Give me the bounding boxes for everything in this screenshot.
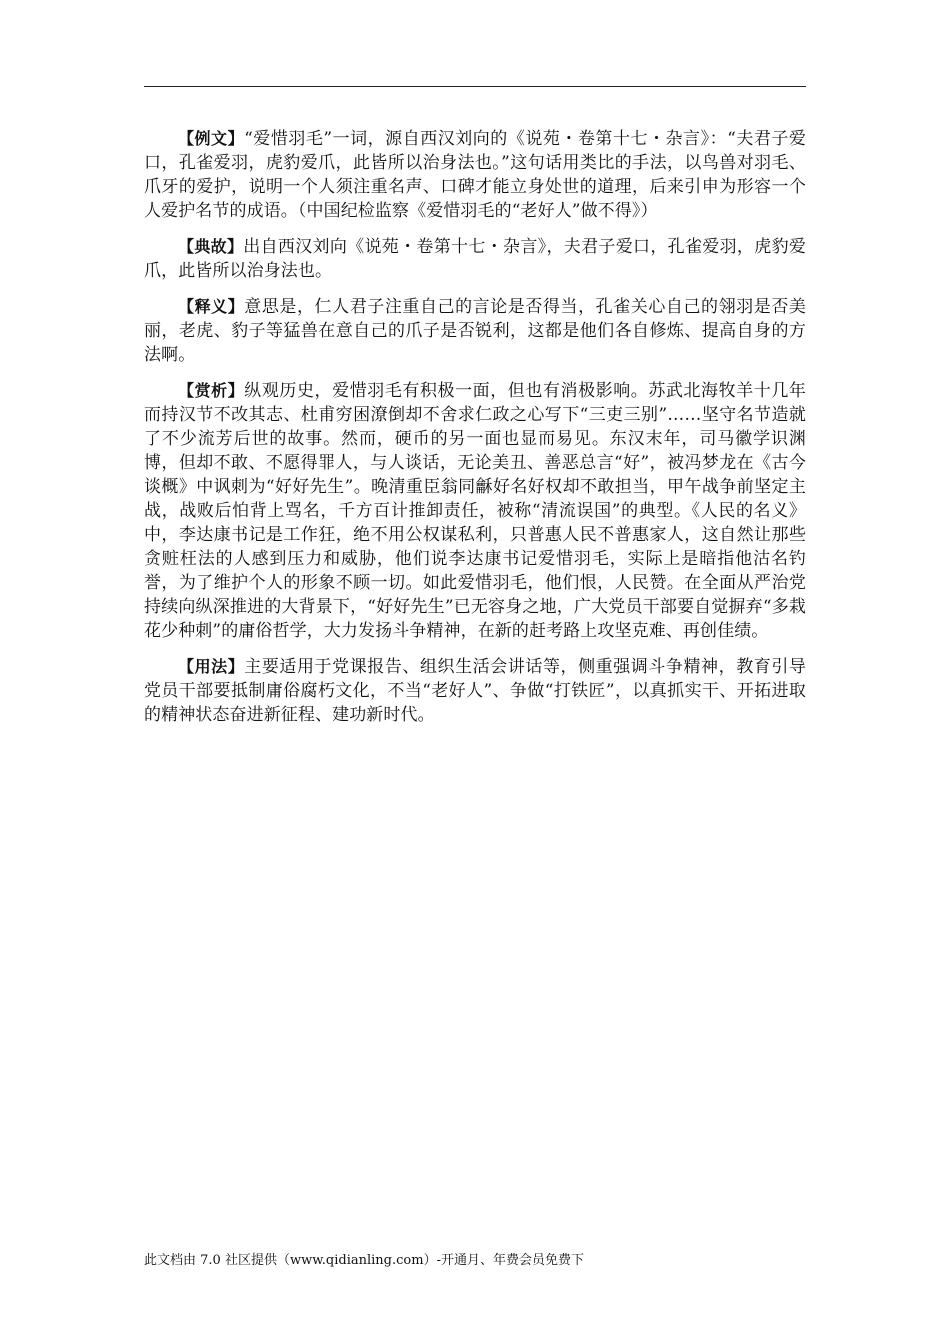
page-footer: 此文档由 7.0 社区提供（www.qidianling.com）-开通月、年费会员免费下 [144,1253,584,1268]
text-meaning: 意思是，仁人君子注重自己的言论是否得当，孔雀关心自己的翎羽是否美丽，老虎、豹子等猛兽在意自己的爪子是否锐利，这都是他们各自修炼、提高自身的方法啊。 [144,297,806,365]
heading-allusion: 【典故】 [178,237,244,256]
text-usage: 主要适用于党课报告、组织生活会讲话等，侧重强调斗争精神，教育引导党员干部要抵制庸俗腐朽文化，不当“老好人”、争做“打铁匠”，以真抓实干、开拓进取的精神状态奋进新征程、建功新时代。 [144,657,806,725]
paragraph-meaning [144,295,806,367]
heading-appreciation: 【赏析】 [178,381,245,400]
heading-example: 【例文】 [178,129,245,148]
paragraph-appreciation [144,379,806,643]
header-rule [144,86,806,87]
paragraph-allusion [144,235,806,283]
heading-meaning: 【释义】 [178,297,245,316]
document-body [144,127,806,739]
heading-usage: 【用法】 [178,657,245,676]
paragraph-example [144,127,806,223]
text-allusion: 出自西汉刘向《说苑・卷第十七・杂言》，夫君子爱口，孔雀爱羽，虎豹爱爪，此皆所以治身法也。 [144,237,806,281]
paragraph-usage [144,655,806,727]
text-appreciation: 纵观历史，爱惜羽毛有积极一面，但也有消极影响。苏武北海牧羊十几年而持汉节不改其志、杜甫穷困潦倒却不舍求仁政之心写下“三吏三别”……坚守名节造就了不少流芳后世的故事。然而，硬币的另一面也显而易见。东汉末年，司马徽学识渊博，但却不敢、不愿得罪人，与人谈话，无论美丑、善恶总言“好”，被冯梦龙在《古今谈概》中讽刺为“好好先生”。晚清重臣翁同龢好名好权却不敢担当，甲午战争前坚定主战，战败后怕背上骂名，千方百计推卸责任，被称“清流误国”的典型。《人民的名义》中，李达康书记是工作狂，绝不用公权谋私利，只普惠人民不普惠家人，这自然让那些贪赃枉法的人感到压力和威胁，他们说李达康书记爱惜羽毛，实际上是暗指他沽名钓誉，为了维护个人的形象不顾一切。如此爱惜羽毛，他们恨，人民赞。在全面从严治党持续向纵深推进的大背景下，“好好先生”已无容身之地，广大党员干部要自觉摒弃“多栽花少种刺”的庸俗哲学，大力发扬斗争精神，在新的赶考路上攻坚克难、再创佳绩。 [144,381,806,641]
text-example: “爱惜羽毛”一词，源自西汉刘向的《说苑・卷第十七・杂言》：“夫君子爱口，孔雀爱羽，虎豹爱爪，此皆所以治身法也。”这句话用类比的手法，以鸟兽对羽毛、爪牙的爱护，说明一个人须注重名声、口碑才能立身处世的道理，后来引申为形容一个人爱护名节的成语。（中国纪检监察《爱惜羽毛的“老好人”做不得》） [144,129,806,221]
